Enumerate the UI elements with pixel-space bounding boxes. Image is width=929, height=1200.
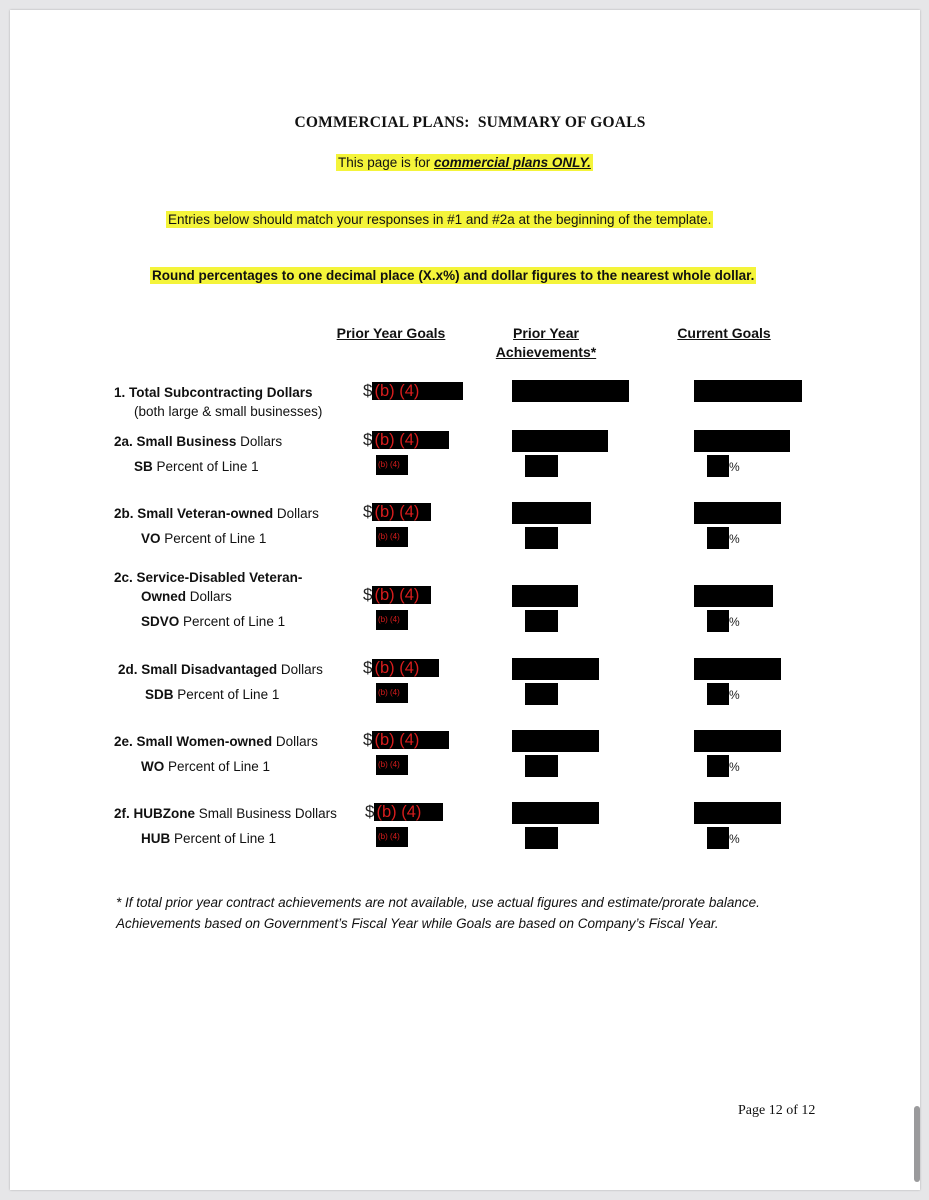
sb-current-percent-redacted <box>707 455 729 477</box>
wo-prior-achievement-percent-redacted <box>525 755 558 777</box>
redaction-code: (b) (4) <box>372 659 439 677</box>
notice-commercial-only <box>336 154 593 171</box>
sdb-current-goal-redacted <box>694 658 781 680</box>
redaction-code: (b) (4) <box>372 586 431 604</box>
currency-sign: $ <box>363 502 373 521</box>
total-current-goal-redacted <box>694 380 802 402</box>
row-wo-sub-rest: Percent of Line 1 <box>164 759 271 774</box>
sdvo-percent-sign: % <box>729 615 740 629</box>
hub-prior-percent-redacted: (b) (4) <box>376 827 408 847</box>
row-hub-percent-label <box>141 830 276 848</box>
sdb-prior-percent-redacted: (b) (4) <box>376 683 408 703</box>
wo-prior-percent-redacted: (b) (4) <box>376 755 408 775</box>
notice-match-responses: Entries below should match your responses in #1 and #2a at the beginning of the template. <box>168 212 712 227</box>
hub-percent-sign: % <box>729 832 740 846</box>
wo-current-goal-redacted <box>694 730 781 752</box>
vo-prior-achievement-percent-redacted <box>525 527 558 549</box>
row-sb-bold: Small Business <box>136 434 237 449</box>
row-sdb-rest: Dollars <box>277 662 323 677</box>
sdb-prior-achievement-percent-redacted <box>525 683 558 705</box>
row-total-num: 1. <box>114 385 126 400</box>
row-hub-sub-bold: HUB <box>141 831 171 846</box>
sdvo-current-goal-redacted <box>694 585 773 607</box>
row-sb-rest: Dollars <box>236 434 283 449</box>
sdb-prior-achievement-redacted <box>512 658 599 680</box>
wo-current-percent-redacted <box>707 755 729 777</box>
sb-prior-goal-redacted <box>363 430 449 450</box>
row-wo-rest: Dollars <box>272 734 318 749</box>
currency-sign: $ <box>365 802 375 821</box>
row-sdvo-label-line2 <box>141 588 232 606</box>
row-wo-bold: Small Women-owned <box>136 734 273 749</box>
row-sdvo-sub-rest: Percent of Line 1 <box>179 614 286 629</box>
row-sdb-bold: Small Disadvantaged <box>141 662 278 677</box>
row-wo-sub-bold: WO <box>141 759 165 774</box>
column-achievements-line2: Achievements* <box>495 344 597 360</box>
page-number: Page 12 of 12 <box>738 1103 816 1118</box>
sb-prior-achievement-percent-redacted <box>525 455 558 477</box>
currency-sign: $ <box>363 430 373 449</box>
vo-current-percent-redacted <box>707 527 729 549</box>
notice-rounding: Round percentages to one decimal place (X.x%) and dollar figures to the nearest whole dollar. <box>152 268 755 283</box>
redaction-code: (b) (4) <box>372 503 431 521</box>
row-sb-label <box>114 433 282 451</box>
hub-prior-achievement-percent-redacted <box>525 827 558 849</box>
hub-current-percent-redacted <box>707 827 729 849</box>
row-vo-sub-rest: Percent of Line 1 <box>160 531 267 546</box>
row-sdvo-bold1: Service-Disabled Veteran- <box>136 570 303 585</box>
sdb-prior-goal-redacted <box>363 658 439 678</box>
column-achievements-line1: Prior Year <box>513 325 579 341</box>
total-prior-achievement-redacted <box>512 380 629 402</box>
row-vo-label <box>114 505 319 523</box>
row-hub-bold: HUBZone <box>133 806 196 821</box>
redaction-code: (b) (4) <box>372 731 449 749</box>
vo-percent-sign: % <box>729 532 740 546</box>
vo-current-goal-redacted <box>694 502 781 524</box>
row-sdb-num: 2d. <box>118 662 138 677</box>
sdb-percent-sign: % <box>729 688 740 702</box>
row-hub-num: 2f. <box>114 806 130 821</box>
row-sb-num: 2a. <box>114 434 133 449</box>
row-sdvo-percent-label <box>141 613 285 631</box>
vo-prior-goal-redacted <box>363 502 431 522</box>
row-sb-percent-label <box>134 458 259 476</box>
footnote: * If total prior year contract achievements are not available, use actual figures and estimate/prorate balance. Achievements based on Government’s Fiscal Year while Goals are based on Company’s Fiscal Year. <box>116 895 760 931</box>
row-vo-rest: Dollars <box>273 506 319 521</box>
row-hub-rest: Small Business Dollars <box>195 806 337 821</box>
row-total-bold: Total Subcontracting Dollars <box>129 385 313 400</box>
sdvo-prior-percent-redacted: (b) (4) <box>376 610 408 630</box>
currency-sign: $ <box>363 730 373 749</box>
column-current-goals: Current Goals <box>677 325 771 341</box>
hub-current-goal-redacted <box>694 802 781 824</box>
redaction-code: (b) (4) <box>374 803 443 821</box>
wo-prior-goal-redacted <box>363 730 449 750</box>
scrollbar-thumb[interactable] <box>914 1106 920 1182</box>
row-vo-sub-bold: VO <box>141 531 161 546</box>
hub-prior-achievement-redacted <box>512 802 599 824</box>
row-sdvo-num: 2c. <box>114 570 133 585</box>
redaction-code: (b) (4) <box>372 431 449 449</box>
sdvo-prior-goal-redacted <box>363 585 431 605</box>
row-sdb-sub-rest: Percent of Line 1 <box>173 687 280 702</box>
notice-emphasis: commercial plans ONLY. <box>434 155 591 170</box>
row-vo-num: 2b. <box>114 506 134 521</box>
sdvo-prior-achievement-redacted <box>512 585 578 607</box>
sb-prior-percent-redacted: (b) (4) <box>376 455 408 475</box>
notice-prefix: This page is for <box>338 155 435 170</box>
wo-percent-sign: % <box>729 760 740 774</box>
sdvo-prior-achievement-percent-redacted <box>525 610 558 632</box>
row-sdvo-bold2: Owned <box>141 589 187 604</box>
row-hub-label <box>114 805 337 823</box>
sdvo-current-percent-redacted <box>707 610 729 632</box>
sb-prior-achievement-redacted <box>512 430 608 452</box>
redaction-code: (b) (4) <box>372 382 463 400</box>
row-sdb-label <box>118 661 323 679</box>
sdb-current-percent-redacted <box>707 683 729 705</box>
row-wo-num: 2e. <box>114 734 133 749</box>
row-total-note: (both large & small businesses) <box>134 404 323 419</box>
row-sdb-sub-bold: SDB <box>145 687 174 702</box>
hub-prior-goal-redacted <box>365 802 443 822</box>
row-total-label <box>114 384 313 402</box>
row-wo-percent-label <box>141 758 270 776</box>
row-sdvo-rest: Dollars <box>186 589 232 604</box>
sb-percent-sign: % <box>729 460 740 474</box>
row-vo-bold: Small Veteran-owned <box>137 506 274 521</box>
column-prior-year-goals: Prior Year Goals <box>336 325 446 341</box>
wo-prior-achievement-redacted <box>512 730 599 752</box>
vo-prior-percent-redacted: (b) (4) <box>376 527 408 547</box>
currency-sign: $ <box>363 381 373 400</box>
currency-sign: $ <box>363 585 373 604</box>
row-sb-sub-rest: Percent of Line 1 <box>152 459 259 474</box>
row-sb-sub-bold: SB <box>134 459 153 474</box>
total-prior-goal-redacted <box>363 381 463 401</box>
vo-prior-achievement-redacted <box>512 502 591 524</box>
row-sdvo-label-line1 <box>114 569 302 587</box>
row-hub-sub-rest: Percent of Line 1 <box>170 831 277 846</box>
sb-current-goal-redacted <box>694 430 790 452</box>
row-sdb-percent-label <box>145 686 279 704</box>
page-title: COMMERCIAL PLANS: SUMMARY OF GOALS <box>294 114 646 131</box>
row-sdvo-sub-bold: SDVO <box>141 614 180 629</box>
currency-sign: $ <box>363 658 373 677</box>
row-wo-label <box>114 733 318 751</box>
column-prior-year-achievements <box>484 324 608 362</box>
row-vo-percent-label <box>141 530 266 548</box>
